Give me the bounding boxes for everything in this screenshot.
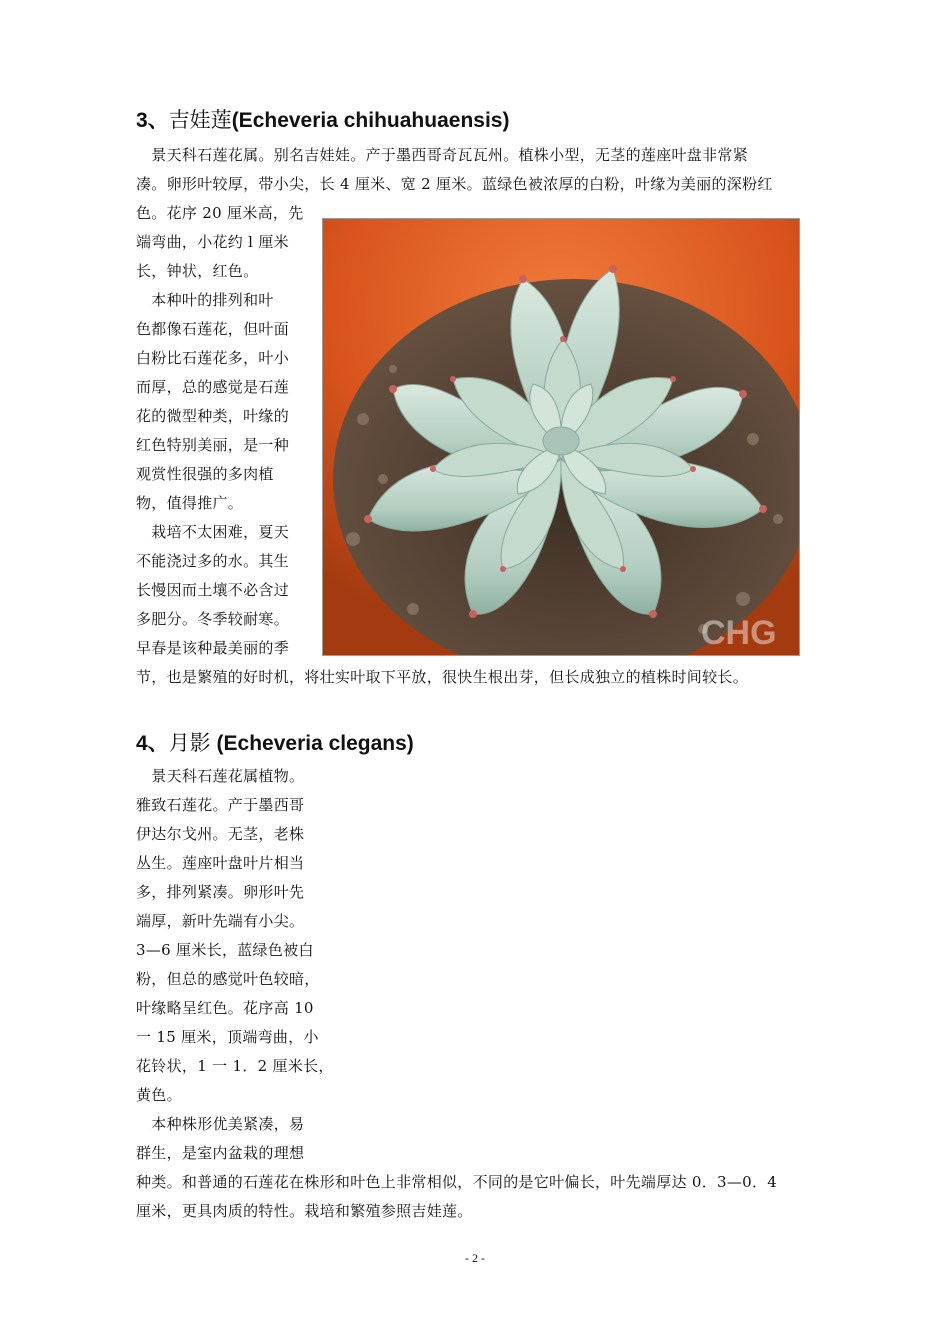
text-line: 长，钟状，红色。 bbox=[136, 262, 259, 280]
section-3-wrapped-paragraph bbox=[136, 199, 316, 663]
text-line: 一 15 厘米，顶端弯曲，小 bbox=[136, 1028, 319, 1046]
text-line: 长慢因而土壤不必含过 bbox=[136, 581, 290, 599]
text-line: 3—6 厘米长，蓝绿色被白 bbox=[136, 941, 314, 959]
section-4-wrapped-paragraph bbox=[136, 762, 336, 1168]
section-3-chinese-name: 吉娃莲 bbox=[168, 108, 232, 132]
page-number: - 2 - bbox=[465, 1251, 485, 1265]
section-3-number: 3、 bbox=[136, 109, 169, 132]
section-3-heading bbox=[136, 106, 509, 135]
photo-watermark: CHG bbox=[701, 614, 777, 652]
section-4-closing-paragraph bbox=[136, 1168, 777, 1226]
text-line: 本种叶的排列和叶 bbox=[136, 291, 274, 309]
section-4-latin-name: (Echeveria clegans) bbox=[210, 732, 414, 755]
text-line: 丛生。莲座叶盘叶片相当 bbox=[136, 854, 305, 872]
text-line: 叶缘略呈红色。花序高 10 bbox=[136, 999, 314, 1017]
text-line: 景天科石莲花属。别名吉娃娃。产于墨西哥奇瓦瓦州。植株小型，无茎的莲座叶盘非常紧 bbox=[136, 146, 749, 164]
text-line: 伊达尔戈州。无茎，老株 bbox=[136, 825, 305, 843]
text-line: 红色特别美丽，是一种 bbox=[136, 436, 290, 454]
text-line: 不能浇过多的水。其生 bbox=[136, 552, 290, 570]
section-4-chinese-name: 月影 bbox=[168, 731, 211, 755]
text-line: 物，值得推广。 bbox=[136, 494, 244, 512]
text-line: 花的微型种类，叶缘的 bbox=[136, 407, 290, 425]
text-line: 花铃状，1 一 1．2 厘米长， bbox=[136, 1057, 334, 1075]
text-line: 观赏性很强的多肉植 bbox=[136, 465, 274, 483]
section-3-latin-name: (Echeveria chihuahuaensis) bbox=[231, 109, 510, 132]
text-line: 种类。和普通的石莲花在株形和叶色上非常相似，不同的是它叶偏长，叶先端厚达 0．3—0．4 bbox=[136, 1173, 778, 1191]
text-line: 粉，但总的感觉叶色较暗， bbox=[136, 970, 320, 988]
text-line: 景天科石莲花属植物。 bbox=[136, 767, 305, 785]
section-3-intro-paragraph bbox=[136, 141, 773, 199]
text-line: 色。花序 20 厘米高，先 bbox=[136, 204, 304, 222]
text-line: 多肥分。冬季较耐寒。 bbox=[136, 610, 290, 628]
section-3-closing-line bbox=[136, 663, 748, 692]
text-line: 而厚，总的感觉是石莲 bbox=[136, 378, 290, 396]
text-line: 厘米，更具肉质的特性。栽培和繁殖参照吉娃莲。 bbox=[136, 1202, 473, 1220]
text-line: 本种株形优美紧凑，易 bbox=[136, 1115, 305, 1133]
text-line: 群生，是室内盆栽的理想 bbox=[136, 1144, 305, 1162]
text-line: 端弯曲，小花约 l 厘米 bbox=[136, 233, 289, 251]
succulent-photo bbox=[322, 218, 800, 656]
text-line: 节，也是繁殖的好时机，将壮实叶取下平放，很快生根出芽，但长成独立的植株时间较长。 bbox=[136, 668, 749, 686]
text-line: 栽培不太困难，夏天 bbox=[136, 523, 290, 541]
text-line: 多，排列紧凑。卵形叶先 bbox=[136, 883, 305, 901]
text-line: 雅致石莲花。产于墨西哥 bbox=[136, 796, 305, 814]
text-line: 色都像石莲花，但叶面 bbox=[136, 320, 290, 338]
text-line: 黄色。 bbox=[136, 1086, 182, 1104]
text-line: 早春是该种最美丽的季 bbox=[136, 639, 290, 657]
section-4-heading bbox=[136, 729, 414, 758]
text-line: 白粉比石莲花多，叶小 bbox=[136, 349, 290, 367]
text-line: 端厚，新叶先端有小尖。 bbox=[136, 912, 305, 930]
text-line: 凑。卵形叶较厚，带小尖，长 4 厘米、宽 2 厘米。蓝绿色被浓厚的白粉，叶缘为美丽的深粉红 bbox=[136, 175, 773, 193]
section-4-number: 4、 bbox=[136, 732, 169, 755]
